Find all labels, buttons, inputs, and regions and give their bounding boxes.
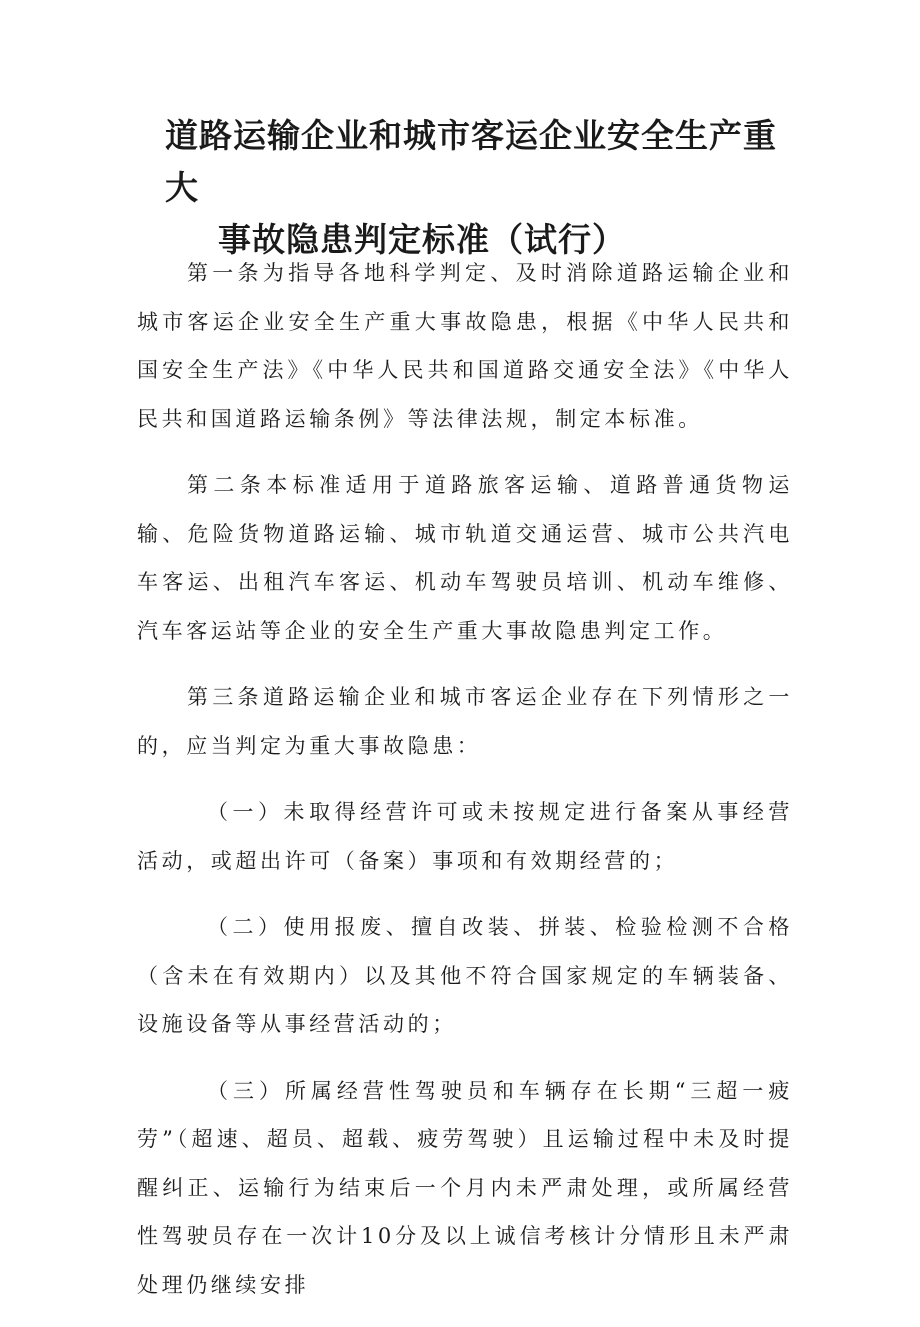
item-2-paragraph: （二）使用报废、擅自改装、拼装、检验检测不合格（含未在有效期内）以及其他不符合国家规定的车辆装备、设施设备等从事经营活动的； [137,915,793,1036]
title-line-2: 事故隐患判定标准（试行） [218,220,626,259]
article-3-paragraph: 第三条道路运输企业和城市客运企业存在下列情形之一的，应当判定为重大事故隐患： [137,685,793,758]
item-1-paragraph: （一）未取得经营许可或未按规定进行备案从事经营活动，或超出许可（备案）事项和有效期经营的； [137,800,793,873]
article-1-paragraph: 第一条为指导各地科学判定、及时消除道路运输企业和城市客运企业安全生产重大事故隐患，根据《中华人民共和国安全生产法》《中华人民共和国道路交通安全法》《中华人民共和国道路运输条例》等法律法规，制定本标准。 [137,261,793,431]
item-3-paragraph: （三）所属经营性驾驶员和车辆存在长期“三超一疲劳”（超速、超员、超载、疲劳驾驶）且运输过程中未及时提醒纠正、运输行为结束后一个月内未严肃处理，或所属经营性驾驶员存在一次计10分及以上诚信考核计分情形且未严肃处理仍继续安排 [137,1078,793,1297]
document-body [137,249,793,1327]
title-line-1: 道路运输企业和城市客运企业安全生产重大 [165,116,777,207]
document-title [150,110,810,266]
article-2-paragraph: 第二条本标准适用于道路旅客运输、道路普通货物运输、危险货物道路运输、城市轨道交通运营、城市公共汽电车客运、出租汽车客运、机动车驾驶员培训、机动车维修、汽车客运站等企业的安全生产重大事故隐患判定工作。 [137,473,793,643]
